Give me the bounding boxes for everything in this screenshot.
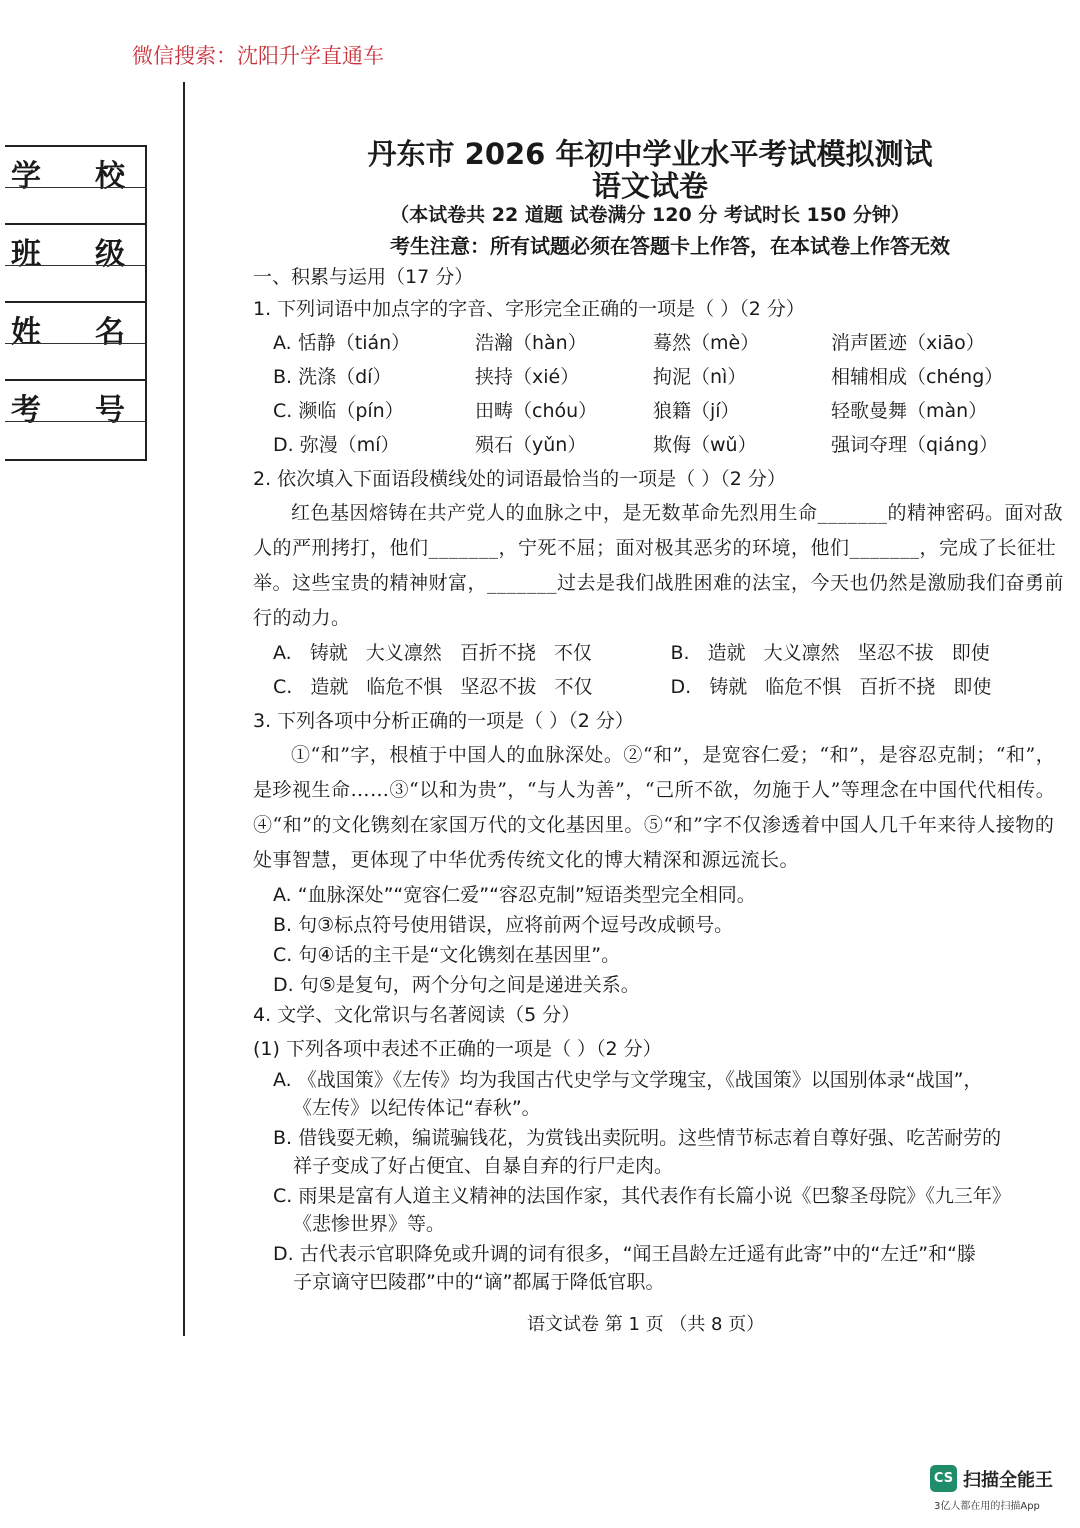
option-cell: 消声匿迹（xiāo） <box>831 332 985 354</box>
info-row-name <box>5 301 145 379</box>
question-1-option-row <box>253 428 1068 462</box>
option-d-line2: 子京谪守巴陵郡”中的“谪”都属于降低官职。 <box>293 1271 665 1293</box>
option-b-line1: B. 借钱耍无赖，编谎骗钱花，为赏钱出卖阮明。这些情节标志着自尊好强、吃苦耐劳的 <box>273 1127 1002 1149</box>
question-4-stem: 4. 文学、文化常识与名著阅读（5 分） <box>253 1004 581 1026</box>
option-cell: B. 洗涤（dí） <box>273 366 392 388</box>
option-cell: 田畴（chóu） <box>475 400 598 422</box>
app-tagline: 3亿人都在用的扫描App <box>934 1501 1040 1512</box>
option-a: A. 铸就 大义凛然 百折不挠 不仅 <box>273 642 592 664</box>
section-heading: 一、积累与运用（17 分） <box>253 266 474 288</box>
question-4-sub1-stem: (1) 下列各项中表述不正确的一项是（ ）（2 分） <box>253 1038 662 1060</box>
app-name: 扫描全能王 <box>963 1469 1053 1491</box>
option-d: D. 铸就 临危不惧 百折不挠 即使 <box>670 676 992 698</box>
option-d <box>253 1240 1068 1296</box>
watermark-text: 微信搜索：沈阳升学直通车 <box>132 44 384 68</box>
info-label-char: 号 <box>95 393 127 428</box>
option-cell: 挟持（xié） <box>475 366 580 388</box>
info-label-char: 级 <box>95 237 127 272</box>
option-b-line2: 祥子变成了好占便宜、自暴自弃的行尸走肉。 <box>293 1155 674 1177</box>
option-cell: C. 濒临（pín） <box>273 400 404 422</box>
option-cell: 强词夺理（qiáng） <box>831 434 999 456</box>
option-c-line1: C. 雨果是富有人道主义精神的法国作家，其代表作有长篇小说《巴黎圣母院》《九三年》 <box>273 1185 1011 1207</box>
option-cell: 殒石（yǔn） <box>475 434 587 456</box>
option-c <box>253 1182 1068 1238</box>
question-2-passage: 红色基因熔铸在共产党人的血脉之中，是无数革命先烈用生命_______的精神密码。面对敌人的严刑拷打，他们_______，宁死不屈；面对极其恶劣的环境，他们_______，完成了长征壮举。这些宝贵的精神财富，_______过去是我们战胜困难的法宝，今天也仍然是激励我们奋勇前行的动力。 <box>253 502 1065 629</box>
option-cell: 浩瀚（hàn） <box>475 332 587 354</box>
option-d: D. 句⑤是复句，两个分句之间是递进关系。 <box>273 974 640 996</box>
option-cell: 轻歌曼舞（màn） <box>831 400 988 422</box>
exam-info: （本试卷共 22 道题 试卷满分 120 分 考试时长 150 分钟） <box>390 204 910 226</box>
question-3-passage: ①“和”字，根植于中国人的血脉深处。②“和”，是宽容仁爱；“和”，是容忍克制；“和”，是珍视生命……③“以和为贵”，“与人为善”，“己所不欲，勿施于人”等理念在中国代代相传。④“和”的文化镌刻在家国万代的文化基因里。⑤“和”字不仅渗透着中国人几千年来待人接物的处事智慧，更体现了中华优秀传统文化的博大精深和源远流长。 <box>253 744 1056 871</box>
option-b <box>253 1124 1068 1180</box>
option-d-line1: D. 古代表示官职降免或升调的词有很多，“闻王昌龄左迁遥有此寄”中的“左迁”和“滕 <box>273 1243 976 1265</box>
question-1-option-row <box>253 394 1068 428</box>
info-label-char: 学 <box>11 159 43 194</box>
question-1-option-row <box>253 360 1068 394</box>
info-label-char: 名 <box>95 315 127 350</box>
option-c: C. 句④话的主干是“文化镌刻在基因里”。 <box>273 944 621 966</box>
option-cell: 相辅相成（chéng） <box>831 366 1004 388</box>
question-1-option-row <box>253 326 1068 360</box>
option-cell: 拘泥（nì） <box>653 366 747 388</box>
student-info-box <box>5 145 147 461</box>
option-a-line2: 《左传》以纪传体记“春秋”。 <box>293 1097 541 1119</box>
option-cell: 蓦然（mè） <box>653 332 760 354</box>
info-row-school <box>5 145 145 223</box>
scanner-app-logo <box>930 1465 1053 1492</box>
option-a: A. “血脉深处”“宽容仁爱”“容忍克制”短语类型完全相同。 <box>273 884 756 906</box>
info-label-char: 考 <box>11 393 43 428</box>
exam-content <box>253 260 1068 1298</box>
cs-logo-icon: CS <box>930 1465 957 1492</box>
info-row-class <box>5 223 145 301</box>
exam-title: 丹东市 2026 年初中学业水平考试模拟测试 <box>367 137 933 171</box>
option-cell: 狼籍（jí） <box>653 400 740 422</box>
option-cell: 欺侮（wǔ） <box>653 434 757 456</box>
question-2-option-row <box>253 636 1068 670</box>
option-c-line2: 《悲惨世界》等。 <box>293 1213 446 1235</box>
question-2-option-row <box>253 670 1068 704</box>
info-fill-line <box>5 265 145 266</box>
option-cell: A. 恬静（tián） <box>273 332 411 354</box>
option-c: C. 造就 临危不惧 坚忍不拔 不仅 <box>273 676 593 698</box>
question-2-stem: 2. 依次填入下面语段横线处的词语最恰当的一项是（ ）（2 分） <box>253 468 786 490</box>
option-b: B. 造就 大义凛然 坚忍不拔 即使 <box>670 642 990 664</box>
option-a-line1: A. 《战国策》《左传》均为我国古代史学与文学瑰宝，《战国策》以国别体录“战国”， <box>273 1069 983 1091</box>
info-fill-line <box>5 343 145 344</box>
question-3-stem: 3. 下列各项中分析正确的一项是（ ）（2 分） <box>253 710 634 732</box>
page-footer <box>0 1310 1080 1336</box>
option-cell: D. 弥漫（mí） <box>273 434 400 456</box>
info-label-char: 姓 <box>11 315 43 350</box>
page-number: 语文试卷 第 1 页 （共 8 页） <box>527 1314 765 1335</box>
info-label-char: 班 <box>11 237 43 272</box>
exam-subtitle: 语文试卷 <box>591 169 708 203</box>
option-b: B. 句③标点符号使用错误，应将前两个逗号改成顿号。 <box>273 914 734 936</box>
info-row-exam-number <box>5 379 145 461</box>
exam-notice: 考生注意：所有试题必须在答题卡上作答，在本试卷上作答无效 <box>390 234 950 258</box>
question-1-stem: 1. 下列词语中加点字的字音、字形完全正确的一项是（ ）（2 分） <box>253 298 805 320</box>
info-fill-line <box>5 421 145 422</box>
info-fill-line <box>5 187 145 188</box>
option-a <box>253 1066 1068 1122</box>
binding-line <box>183 82 185 1336</box>
info-label-char: 校 <box>95 159 127 194</box>
